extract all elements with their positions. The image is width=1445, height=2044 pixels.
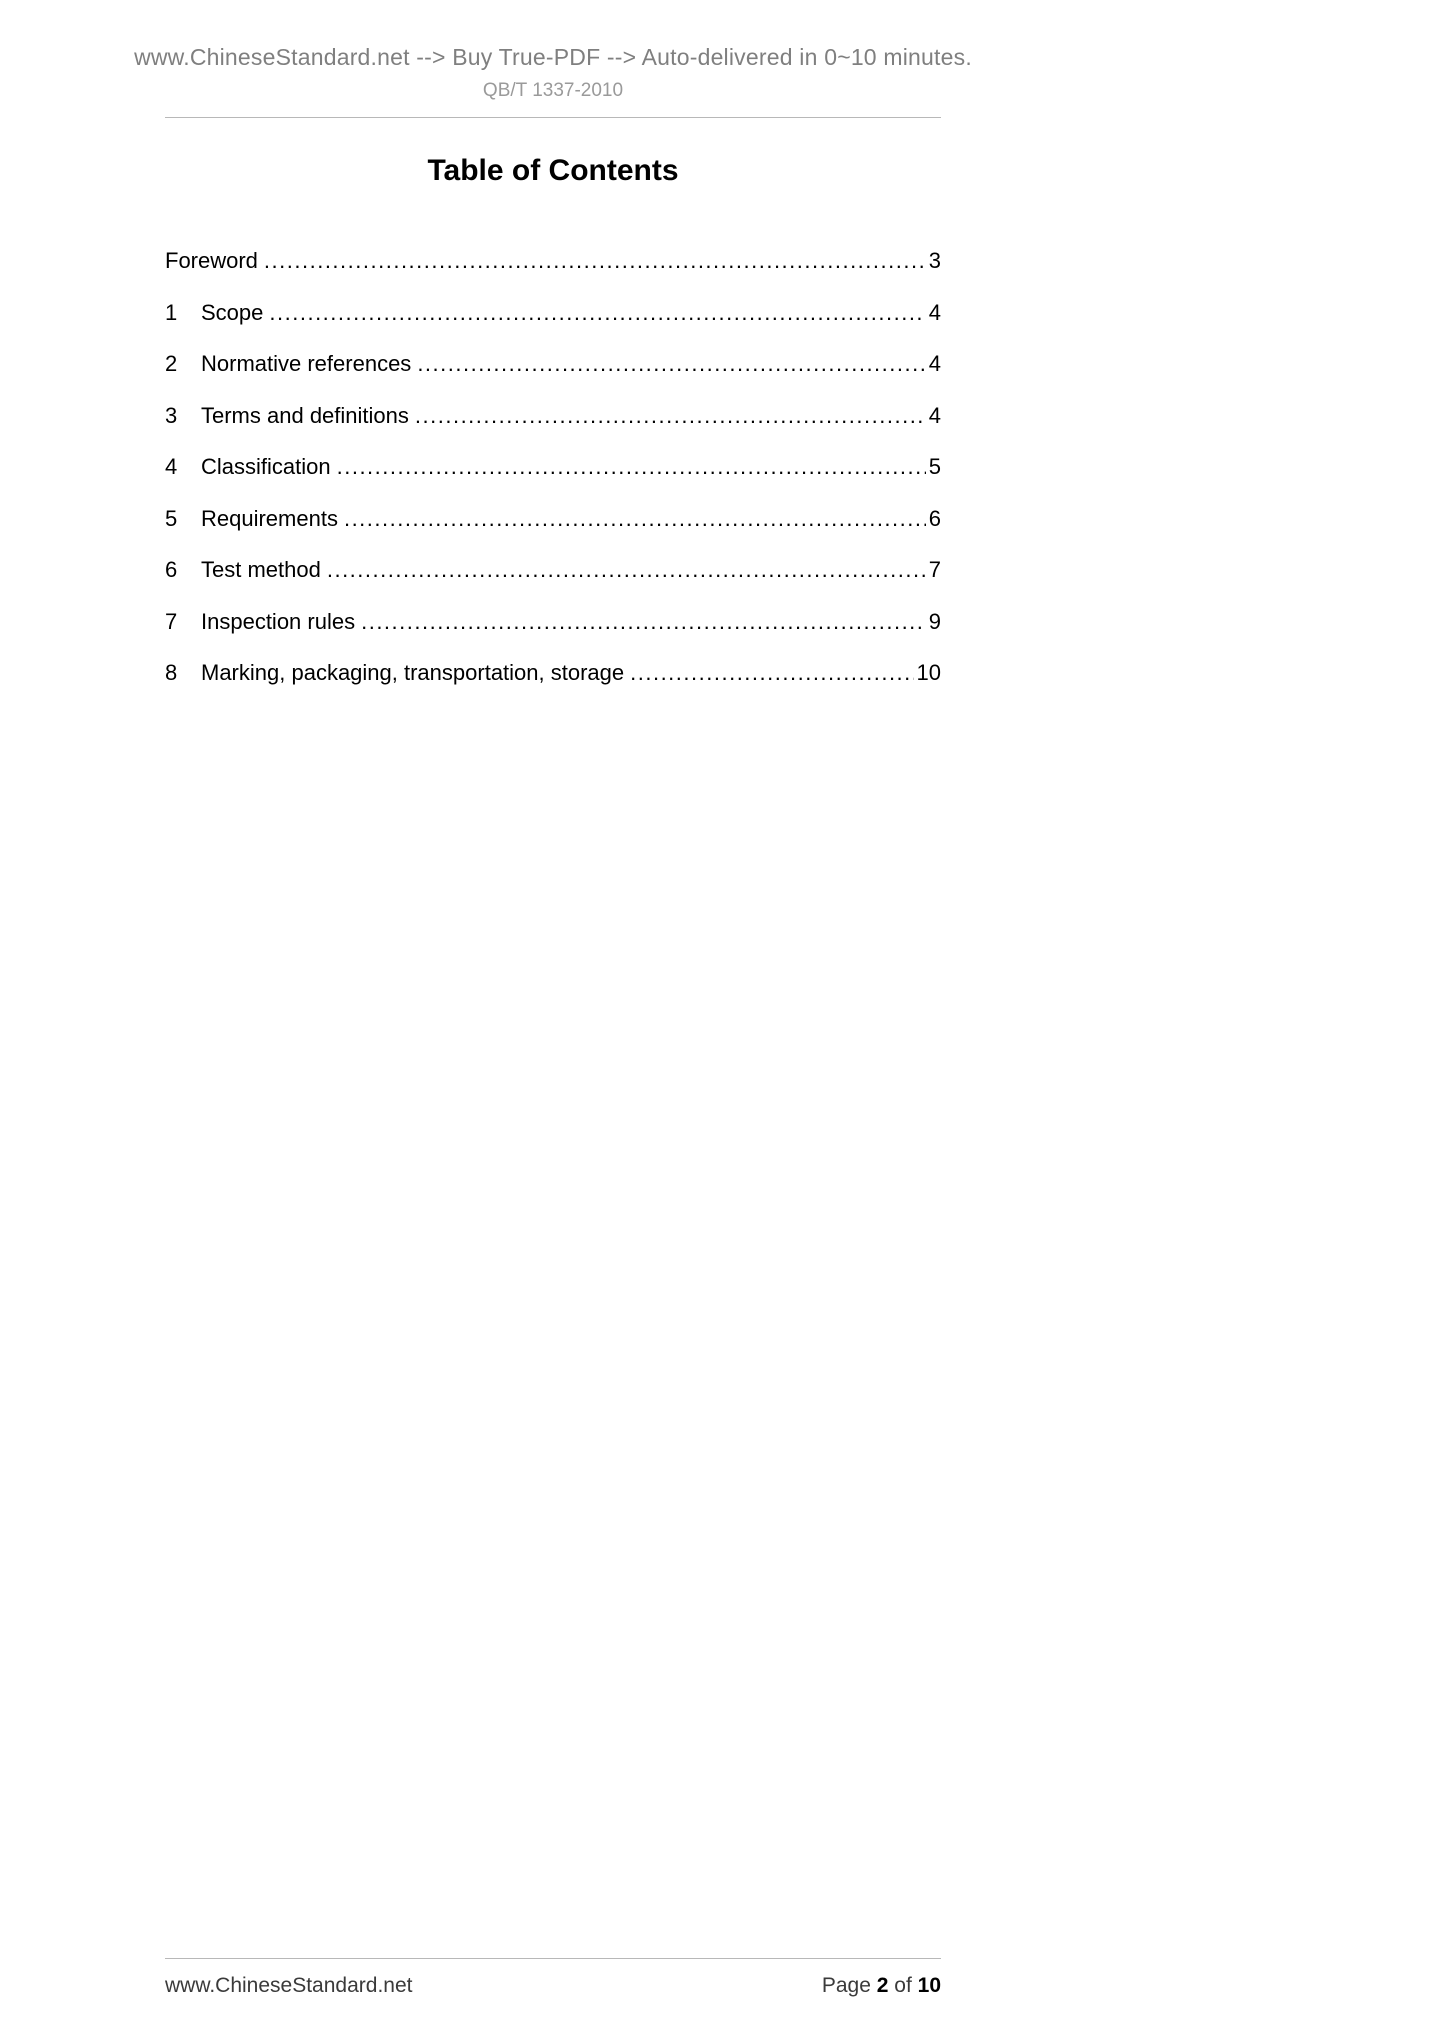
toc-entry-number: 1 [165,299,178,325]
toc-leader-dots [337,454,926,480]
header-divider [165,117,941,118]
toc-entry-number: 2 [165,351,178,376]
toc-entry-page: 3 [928,248,941,273]
toc-leader-dots [415,403,926,429]
table-of-contents [165,248,941,686]
toc-entry-label: Normative references [201,351,412,376]
toc-entry [165,351,941,377]
toc-entry-foreword [165,248,941,274]
toc-leader-dots [327,557,926,583]
toc-entry-number: 3 [165,402,178,428]
footer-divider [165,1958,941,1959]
toc-entry-page: 9 [928,608,941,634]
toc-entry-page: 4 [928,402,941,428]
toc-entry [165,609,941,635]
footer-site-text: www.ChineseStandard.net [165,1974,413,1997]
toc-entry-page: 4 [928,351,941,376]
toc-leader-dots [264,248,926,274]
standard-number: QB/T 1337-2010 [482,80,624,101]
toc-entry-label: Terms and definitions [201,402,409,428]
page-title: Table of Contents [427,154,679,187]
toc-entry-page: 10 [916,660,941,685]
toc-leader-dots [361,609,926,635]
toc-entry-number: 4 [165,454,178,479]
toc-entry [165,660,941,686]
toc-entry-label: Requirements [201,505,338,531]
toc-entry [165,300,941,326]
toc-entry-label: Classification [201,454,331,479]
toc-entry-number: 6 [165,557,178,582]
header-note: www.ChineseStandard.net --> Buy True-PDF --> Auto-delivered in 0~10 minutes. [134,44,972,70]
footer-row [165,1974,941,1998]
toc-entry-page: 4 [928,299,941,325]
footer-page-total: 10 [917,1974,941,1997]
toc-entry-label: Test method [201,557,321,582]
toc-leader-dots [269,300,925,326]
toc-entry-label: Inspection rules [201,608,356,634]
toc-leader-dots [417,351,925,377]
toc-entry-page: 5 [928,454,941,479]
toc-entry-number: 8 [165,660,178,685]
toc-entry [165,506,941,532]
toc-leader-dots [344,506,926,532]
footer-of-word: of [888,1974,918,1997]
toc-leader-dots [630,660,913,686]
toc-entry [165,454,941,480]
footer-page-word: Page [821,1974,877,1997]
toc-entry [165,403,941,429]
toc-entry-page: 6 [928,505,941,531]
page-footer [165,1958,941,1998]
toc-entry-label: Scope [201,299,264,325]
toc-entry-number: 5 [165,505,178,531]
toc-entry-label: Marking, packaging, transportation, storage [201,660,625,685]
page-content [108,0,998,712]
toc-entry [165,557,941,583]
footer-page-current: 2 [876,1974,889,1997]
toc-entry-label: Foreword [165,248,258,273]
toc-entry-page: 7 [928,557,941,582]
footer-page-indicator [822,1974,941,1998]
toc-entry-number: 7 [165,608,178,634]
